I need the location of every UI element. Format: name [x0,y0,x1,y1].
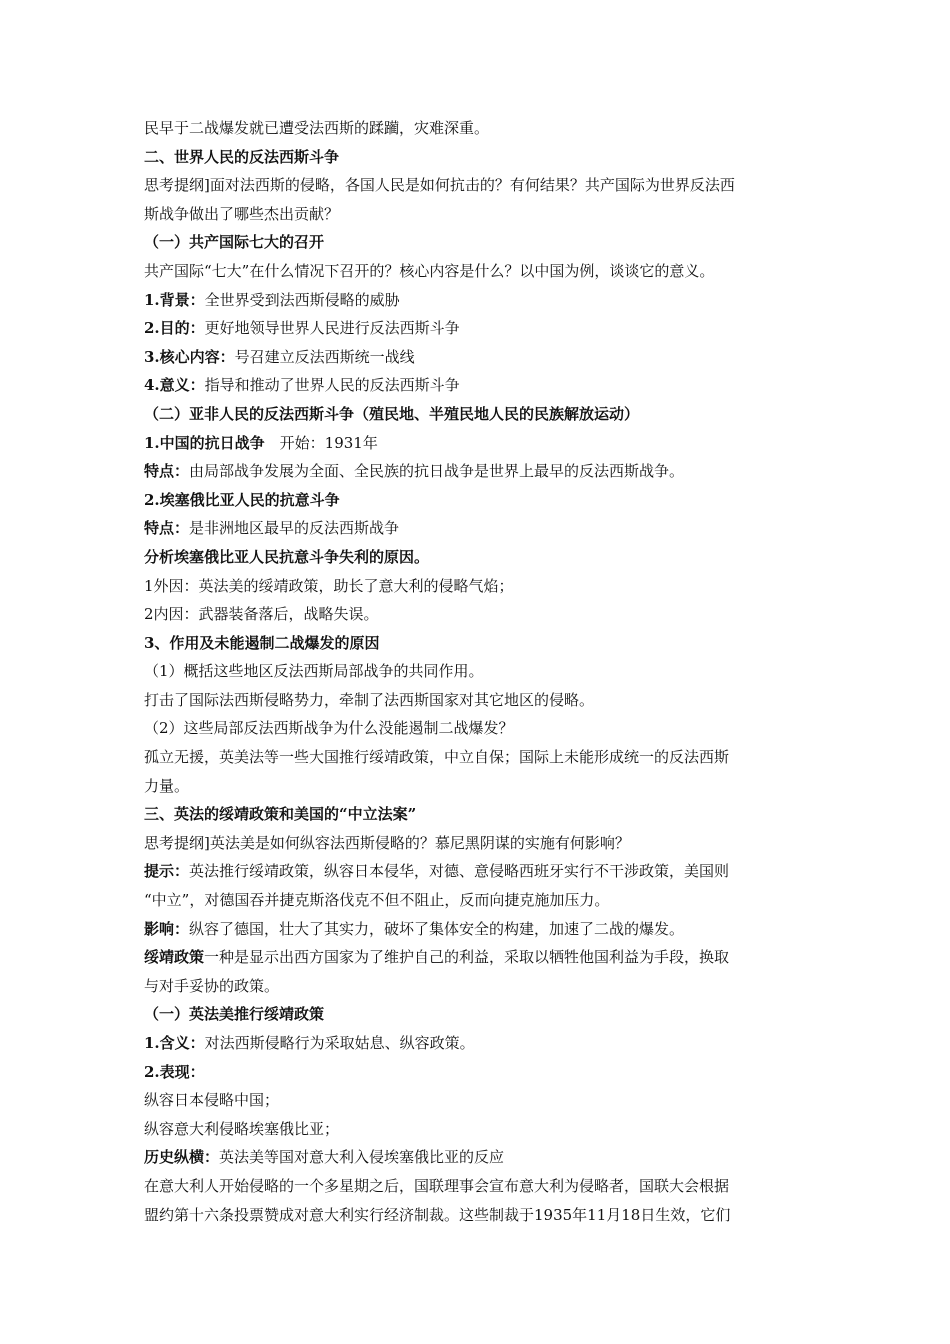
text-line: 共产国际“七大”在什么情况下召开的？核心内容是什么？以中国为例，谈谈它的意义。 [144,261,715,280]
line-text: 对法西斯侵略行为采取姑息、纵容政策。 [204,1034,475,1052]
line-label: 1.中国的抗日战争 [144,433,265,452]
line-label: 绥靖政策 [144,948,205,967]
text-line: 思考提纲]英法美是如何纵容法西斯侵略的？慕尼黑阴谋的实施有何影响？ [144,833,630,852]
line-label: 1.含义： [144,1034,205,1052]
subsection-heading: （二）亚非人民的反法西斯斗争（殖民地、半殖民地人民的民族解放运动） [144,404,640,423]
text-line: 纵容日本侵略中国； [144,1091,280,1110]
subsection-heading: （一）英法美推行绥靖政策 [144,1005,325,1024]
line-label: 历史纵横： [144,1148,220,1167]
text-line: 与对手妥协的政策。 [144,976,280,995]
item-heading: 3、作用及未能遏制二战爆发的原因 [144,633,380,652]
text-line: 纵容意大利侵略埃塞俄比亚； [144,1119,340,1138]
line-label: 特点： [144,462,190,481]
text-line: 在意大利人开始侵略的一个多星期之后，国联理事会宣布意大利为侵略者，国联大会根据 [144,1176,730,1195]
text-line: 2内因：武器装备落后，战略失误。 [144,605,379,624]
text-line: 斯战争做出了哪些杰出贡献？ [144,204,340,223]
line-text: 英法推行绥靖政策，纵容日本侵华，对德、意侵略西班牙实行不干涉政策，美国则 [189,862,730,881]
labeled-line [144,457,812,486]
item-heading: 2.埃塞俄比亚人民的抗意斗争 [144,490,340,509]
line-text: 英法美等国对意大利入侵埃塞俄比亚的反应 [219,1148,505,1167]
line-text: 由局部战争发展为全面、全民族的抗日战争是世界上最早的反法西斯战争。 [189,462,685,481]
section-heading: 三、英法的绥靖政策和美国的“中立法案” [144,805,417,824]
line-text: 开始：1931年 [264,433,378,452]
line-text: 纵容了德国，壮大了其实力，破坏了集体安全的构建，加速了二战的爆发。 [189,919,685,938]
line-label: 4.意义： [144,376,205,395]
section-heading: 二、世界人民的反法西斯斗争 [144,147,340,166]
labeled-line [144,314,812,343]
text-line: 力量。 [144,776,190,795]
text-line: 1外因：英法美的绥靖政策，助长了意大利的侵略气焰； [144,576,514,595]
subsection-heading: （一）共产国际七大的召开 [144,233,325,252]
line-text: 更好地领导世界人民进行反法西斯斗争 [204,319,460,338]
text-line: （2）这些局部反法西斯战争为什么没能遏制二战爆发？ [144,719,514,738]
text-line: 民早于二战爆发就已遭受法西斯的蹂躏，灾难深重。 [144,119,490,137]
item-heading: 2.表现： [144,1062,205,1081]
document-body [144,114,812,1229]
line-label: 2.目的： [144,319,205,338]
labeled-line [144,943,812,972]
line-label: 提示： [144,862,190,881]
labeled-line [144,915,812,944]
labeled-line [144,514,812,543]
line-label: 1.背景： [144,290,205,309]
labeled-line [144,343,812,372]
line-text: 是非洲地区最早的反法西斯战争 [189,519,400,538]
labeled-line [144,286,812,315]
text-line: “中立”，对德国吞并捷克斯洛伐克不但不阻止，反而向捷克施加压力。 [144,891,610,910]
text-line: 打击了国际法西斯侵略势力，牵制了法西斯国家对其它地区的侵略。 [144,690,595,709]
labeled-line [144,1143,812,1172]
line-text: 指导和推动了世界人民的反法西斯斗争 [204,376,460,395]
item-heading: 分析埃塞俄比亚人民抗意斗争失利的原因。 [144,547,430,566]
line-label: 影响： [144,919,190,938]
line-label: 3.核心内容： [144,347,235,366]
text-line: （1）概括这些地区反法西斯局部战争的共同作用。 [144,662,484,681]
text-line: 孤立无援，英美法等一些大国推行绥靖政策，中立自保；国际上未能形成统一的反法西斯 [144,748,730,767]
labeled-line [144,1029,812,1058]
text-line: 盟约第十六条投票赞成对意大利实行经济制裁。这些制裁于1935年11月18日生效，它们 [144,1205,731,1224]
line-text: 一种是显示出西方国家为了维护自己的利益，采取以牺牲他国利益为手段，换取 [204,948,730,967]
labeled-line [144,857,812,886]
line-text: 号召建立反法西斯统一战线 [234,347,415,366]
labeled-line [144,429,812,458]
labeled-line [144,371,812,400]
text-line: 思考提纲]面对法西斯的侵略，各国人民是如何抗击的？有何结果？共产国际为世界反法西 [144,176,735,195]
line-text: 全世界受到法西斯侵略的威胁 [204,290,400,309]
line-label: 特点： [144,519,190,538]
